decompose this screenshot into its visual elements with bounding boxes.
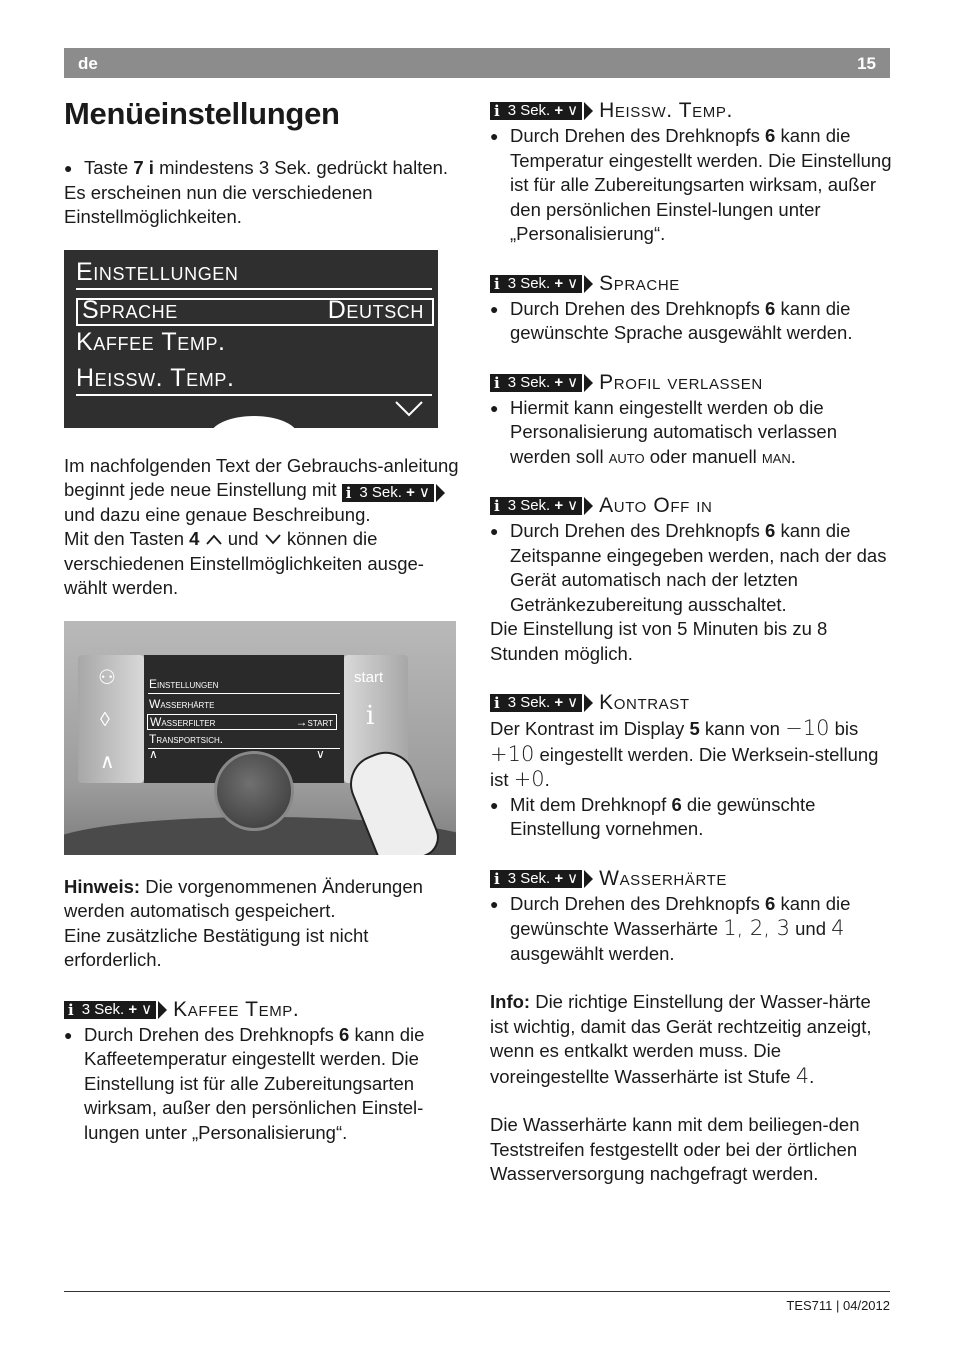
key-badge: i 3 Sek. + ∨ — [64, 1001, 167, 1019]
footer-divider — [64, 1291, 890, 1292]
chevron-up-icon: ∧ — [149, 746, 158, 761]
page-number: 15 — [857, 54, 876, 73]
section-auto-off: i 3 Sek. + ∨ Auto Off in — [490, 493, 892, 519]
key-badge: i 3 Sek. + ∨ — [342, 484, 445, 502]
screen-row: Wasserhärte — [149, 696, 215, 711]
autooff-note: Die Einstellung ist von 5 Minuten bis zu 8 Stunden möglich. — [490, 618, 828, 664]
persons-icon: ⚇ — [98, 666, 116, 689]
menu-display — [64, 250, 438, 428]
page-title: Menüeinstellungen — [64, 96, 340, 131]
chevron-down-icon — [394, 400, 424, 418]
key-badge: i 3 Sek. + ∨ — [490, 275, 593, 293]
intro-bullet: ● Taste 7 i mindestens 3 Sek. gedrückt halten. — [64, 156, 464, 181]
key-badge: i 3 Sek. + ∨ — [490, 870, 593, 888]
wasserhaerte-bullet: ● Durch Drehen des Drehknopfs 6 kann die gewünschte Wasserhärte 1, 2, 3 und 4 ausgewählt werden. — [490, 892, 892, 967]
closing-text: Die Wasserhärte kann mit dem beiliegen-den Teststreifen festgestellt oder bei der örtlichen Wasserversorgung nachgefragt werden. — [490, 1114, 860, 1184]
key-badge: i 3 Sek. + ∨ — [490, 497, 593, 515]
screen-row-selected: Wasserfilter →start — [147, 714, 337, 730]
rotary-knob — [214, 751, 294, 831]
chevron-down-icon — [264, 533, 282, 545]
info-icon: i — [366, 700, 375, 731]
start-label: start — [354, 668, 384, 686]
page-header — [64, 48, 890, 78]
hint-text-2: Eine zusätzliche Bestätigung ist nicht erforderlich. — [64, 924, 369, 970]
kaffee-bullet: ● Durch Drehen des Drehknopfs 6 kann die Kaffeetemperatur eingestellt werden. Die Einstellung ist für alle Zubereitungsarten wirksam, außer den persönlichen Einstel-lungen unter „Personalisierung“. — [64, 1023, 464, 1146]
sprache-bullet: ● Durch Drehen des Drehknopfs 6 kann die gewünschte Sprache ausgewählt werden. — [490, 297, 892, 346]
section-wasserhaerte: i 3 Sek. + ∨ Wasserhärte — [490, 866, 892, 892]
intro-text: Es erscheinen nun die verschiedenen Einstellmöglichkeiten. — [64, 181, 373, 227]
language-label: de — [78, 54, 98, 73]
chevron-up-icon: ∧ — [100, 750, 115, 773]
kontrast-bullet: ● Mit dem Drehknopf 6 die gewünschte Einstellung vornehmen. — [490, 793, 892, 842]
display-row-heisswasser: Heissw. Temp. — [76, 363, 235, 392]
screen-row: Einstellungen — [149, 676, 219, 691]
key-badge: i 3 Sek. + ∨ — [490, 694, 593, 712]
right-column — [490, 98, 892, 1187]
knob-arc — [210, 416, 298, 428]
info-text: Info: Die richtige Einstellung der Wasser-härte ist wichtig, damit das Gerät rechtzeitig anzeigt, wenn es entkalkt werden muss. Die voreingestellte Wasserhärte ist Stufe 4. — [490, 991, 872, 1088]
heisswasser-bullet: ● Durch Drehen des Drehknopfs 6 kann die Temperatur eingestellt werden. Die Einstellung ist für alle Zubereitungsarten wirksam, außer den persönlichen Einstel-lungen unter „Personalisierung“. — [490, 124, 892, 247]
display-divider — [76, 288, 432, 290]
display-row-sprache: Sprache Deutsch — [82, 295, 424, 324]
display-row-kaffee: Kaffee Temp. — [76, 327, 226, 356]
hint-text: Hinweis: Die vorgenommenen Änderungen werden automatisch gespeichert. — [64, 875, 423, 921]
section-heisswasser-temp: i 3 Sek. + ∨ Heissw. Temp. — [490, 98, 892, 124]
kontrast-text: Der Kontrast im Display 5 kann von −10 bis +10 eingestellt werden. Die Werksein-stellung ist +0. — [490, 716, 879, 791]
autooff-bullet: ● Durch Drehen des Drehknopfs 6 kann die Zeitspanne eingegeben werden, nach der das Gerät automatisch nach der letzten Getränkezubereitung ausschaltet. — [490, 519, 892, 617]
chevron-down-icon: ∨ — [316, 746, 325, 761]
key-badge: i 3 Sek. + ∨ — [490, 102, 593, 120]
section-profil-verlassen: i 3 Sek. + ∨ Profil verlassen — [490, 370, 892, 396]
section-kaffee-temp: i 3 Sek. + ∨ Kaffee Temp. — [64, 997, 464, 1023]
key-badge: i 3 Sek. + ∨ — [490, 374, 593, 392]
chevron-up-icon — [205, 533, 223, 545]
screen-divider — [148, 748, 340, 749]
screen-row: Transportsich. — [149, 731, 224, 746]
screen-divider — [148, 693, 340, 694]
para-keys: Mit den Tasten 4 und können die verschiedenen Einstellmöglichkeiten ausge-wählt werden. — [64, 528, 424, 598]
section-sprache: i 3 Sek. + ∨ Sprache — [490, 271, 892, 297]
profil-bullet: ● Hiermit kann eingestellt werden ob die Personalisierung automatisch verlassen werden soll auto oder manuell man. — [490, 396, 892, 470]
drops-icon: ◊ — [100, 708, 110, 731]
footer-text: TES711 | 04/2012 — [786, 1298, 890, 1313]
left-column — [64, 96, 464, 1145]
machine-photo — [64, 621, 456, 855]
para-intro: Im nachfolgenden Text der Gebrauchs-anleitung beginnt jede neue Einstellung mit i 3 Sek. + ∨ und dazu eine genaue Beschreibung. — [64, 454, 459, 525]
display-row-einstellungen: Einstellungen — [76, 257, 239, 286]
section-kontrast: i 3 Sek. + ∨ Kontrast — [490, 690, 892, 716]
display-divider — [76, 394, 432, 396]
